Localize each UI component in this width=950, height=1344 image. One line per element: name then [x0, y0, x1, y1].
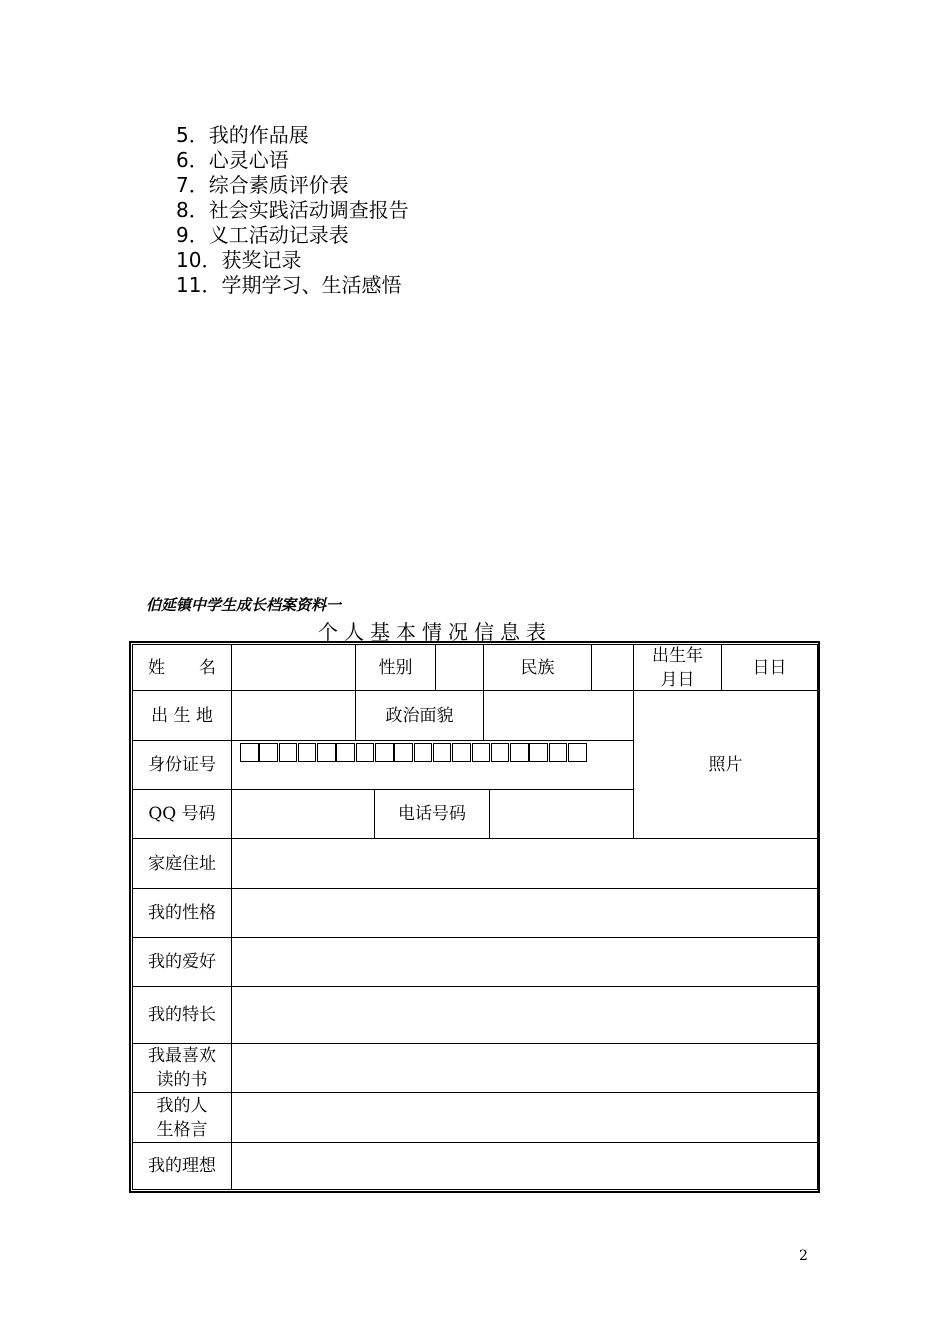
political-field[interactable] — [483, 690, 634, 741]
list-item: 6．心灵心语 — [176, 148, 289, 172]
favorite-book-label-line2: 读的书 — [156, 1070, 208, 1090]
hobby-label: 我的爱好 — [132, 937, 232, 987]
political-label: 政治面貌 — [355, 690, 484, 741]
personality-field[interactable] — [231, 888, 818, 938]
ethnicity-label: 民族 — [483, 644, 592, 691]
gender-label: 性别 — [355, 644, 436, 691]
id-digit-box[interactable] — [394, 743, 413, 762]
birthplace-field[interactable] — [231, 690, 356, 741]
id-digit-box[interactable] — [414, 743, 433, 762]
name-label: 姓 名 — [132, 644, 232, 691]
qq-label: QQ 号码 — [132, 789, 232, 839]
motto-field[interactable] — [231, 1092, 818, 1143]
ideal-field[interactable] — [231, 1142, 818, 1190]
list-item: 10．获奖记录 — [176, 248, 302, 272]
id-digit-box[interactable] — [452, 743, 471, 762]
id-digit-box[interactable] — [259, 743, 278, 762]
form-subtitle: 伯延镇中学生成长档案资料一 — [146, 596, 342, 614]
id-digit-box[interactable] — [491, 743, 510, 762]
id-number-boxes[interactable] — [240, 743, 587, 762]
favorite-book-field[interactable] — [231, 1043, 818, 1093]
contents-list — [176, 123, 409, 298]
list-item: 9．义工活动记录表 — [176, 223, 349, 247]
id-number-label: 身份证号 — [132, 740, 232, 790]
id-digit-box[interactable] — [298, 743, 317, 762]
address-label: 家庭住址 — [132, 838, 232, 889]
motto-label-line2: 生格言 — [156, 1119, 208, 1140]
favorite-book-label — [132, 1043, 232, 1093]
motto-label — [132, 1092, 232, 1143]
list-item: 7．综合素质评价表 — [176, 173, 349, 197]
favorite-book-label-line1: 我最喜欢 — [148, 1046, 216, 1066]
page-number: 2 — [799, 1248, 808, 1264]
birthdate-label — [633, 644, 722, 691]
ethnicity-field[interactable] — [591, 644, 634, 691]
id-digit-box[interactable] — [336, 743, 355, 762]
id-digit-box[interactable] — [356, 743, 375, 762]
id-digit-box[interactable] — [529, 743, 548, 762]
phone-label: 电话号码 — [374, 789, 490, 839]
qq-field[interactable] — [231, 789, 375, 839]
id-digit-box[interactable] — [472, 743, 491, 762]
list-item: 11．学期学习、生活感悟 — [176, 273, 402, 297]
birthplace-label: 出 生 地 — [132, 690, 232, 741]
motto-label-line1: 我的人 — [156, 1095, 208, 1116]
personality-label: 我的性格 — [132, 888, 232, 938]
talent-label: 我的特长 — [132, 986, 232, 1044]
list-item: 5．我的作品展 — [176, 123, 309, 147]
id-digit-box[interactable] — [568, 743, 587, 762]
hobby-field[interactable] — [231, 937, 818, 987]
id-digit-box[interactable] — [433, 743, 452, 762]
list-item: 8．社会实践活动调查报告 — [176, 198, 409, 222]
id-digit-box[interactable] — [279, 743, 298, 762]
talent-field[interactable] — [231, 986, 818, 1044]
id-digit-box[interactable] — [510, 743, 529, 762]
id-digit-box[interactable] — [240, 743, 259, 762]
photo-cell[interactable]: 照片 — [633, 690, 818, 839]
birthdate-label-line2: 月日 — [660, 669, 695, 690]
id-digit-box[interactable] — [375, 743, 394, 762]
birthdate-label-line1: 出生年 — [652, 645, 703, 666]
form-title: 个人基本情况信息表 — [318, 620, 552, 644]
name-field[interactable] — [231, 644, 356, 691]
birthdate-field[interactable]: 日日 — [721, 644, 818, 691]
gender-field[interactable] — [435, 644, 484, 691]
id-digit-box[interactable] — [549, 743, 568, 762]
phone-field[interactable] — [489, 789, 634, 839]
address-field[interactable] — [231, 838, 818, 889]
id-digit-box[interactable] — [317, 743, 336, 762]
ideal-label: 我的理想 — [132, 1142, 232, 1190]
